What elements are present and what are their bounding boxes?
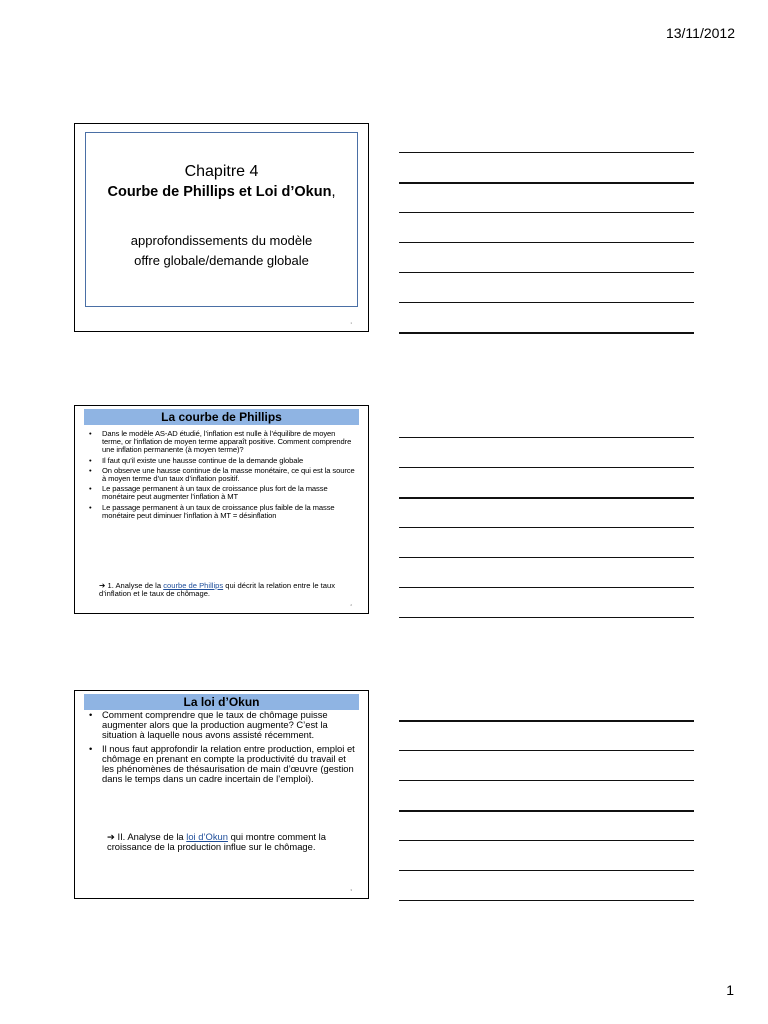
list-item: • Comment comprendre que le taux de chômage puisse augmenter alors que la production augmente? C’est la situation à laquelle nous avons assisté récemment. xyxy=(89,710,356,741)
note-line xyxy=(399,840,694,841)
note-line xyxy=(399,437,694,438)
slide-title: Courbe de Phillips et Loi d’Okun, xyxy=(107,184,336,200)
slide-number: 3 xyxy=(350,888,352,892)
bullet-list xyxy=(89,430,356,522)
note-line xyxy=(399,182,694,184)
slide-thumbnail-2 xyxy=(74,405,369,614)
page-number: 1 xyxy=(726,982,734,998)
slide-thumbnail-3 xyxy=(74,690,369,899)
note-line xyxy=(399,870,694,871)
chapter-label: Chapitre 4 xyxy=(184,163,259,180)
conclusion-text: ➔ II. Analyse de la loi d’Okun qui montre comment la croissance de la production influe sur le chômage. xyxy=(107,831,326,853)
note-line xyxy=(399,527,694,528)
slide-heading: La loi d’Okun xyxy=(84,694,359,710)
note-line xyxy=(399,272,694,273)
note-line xyxy=(399,332,694,334)
phillips-link[interactable]: courbe de Phillips xyxy=(163,581,224,590)
slide-heading: La courbe de Phillips xyxy=(84,409,359,425)
note-line xyxy=(399,152,694,153)
list-item: • On observe une hausse continue de la masse monétaire, ce qui est la source à moyen terme d’un taux d’inflation positif. xyxy=(89,467,356,483)
print-date: 13/11/2012 xyxy=(665,25,735,41)
note-line xyxy=(399,617,694,618)
note-line xyxy=(399,720,694,722)
slide-number: 1 xyxy=(350,321,352,325)
note-line xyxy=(399,557,694,558)
list-item: • Le passage permanent à un taux de croissance plus fort de la masse monétaire peut augmenter l’inflation à MT xyxy=(89,485,356,501)
list-item: • Le passage permanent à un taux de croissance plus faible de la masse monétaire peut diminuer l’inflation à MT = désinflation xyxy=(89,504,356,520)
note-line xyxy=(399,242,694,243)
note-line xyxy=(399,587,694,588)
note-line xyxy=(399,302,694,303)
note-line xyxy=(399,467,694,468)
note-line xyxy=(399,497,694,499)
note-line xyxy=(399,750,694,751)
title-frame xyxy=(85,132,358,307)
conclusion-text: ➔ 1. Analyse de la courbe de Phillips qui décrit la relation entre le taux d’inflation et le taux de chômage. xyxy=(99,581,336,599)
note-line xyxy=(399,900,694,901)
note-line xyxy=(399,810,694,812)
list-item: • Dans le modèle AS-AD étudié, l’inflation est nulle à l’équilibre de moyen terme, or l’inflation de moyen terme apparaît positive. Comment comprendre une inflation permanente (à moyen terme)? xyxy=(89,430,356,455)
list-item: • Il faut qu’il existe une hausse continue de la demande globale xyxy=(89,457,356,465)
slide-subtitle: approfondissements du modèle offre globale/demande globale xyxy=(130,233,313,268)
slide-number: 2 xyxy=(350,603,352,607)
note-line xyxy=(399,780,694,781)
list-item: • Il nous faut approfondir la relation entre production, emploi et chômage en prenant en compte la productivité du travail et les phénomènes de thésaurisation de main d’œuvre (gestion dans le temps dans un cadre incertain de l’emploi). xyxy=(89,744,356,785)
slide-thumbnail-1 xyxy=(74,123,369,332)
note-line xyxy=(399,212,694,213)
okun-link[interactable]: loi d’Okun xyxy=(186,831,228,842)
bullet-list xyxy=(89,710,356,787)
